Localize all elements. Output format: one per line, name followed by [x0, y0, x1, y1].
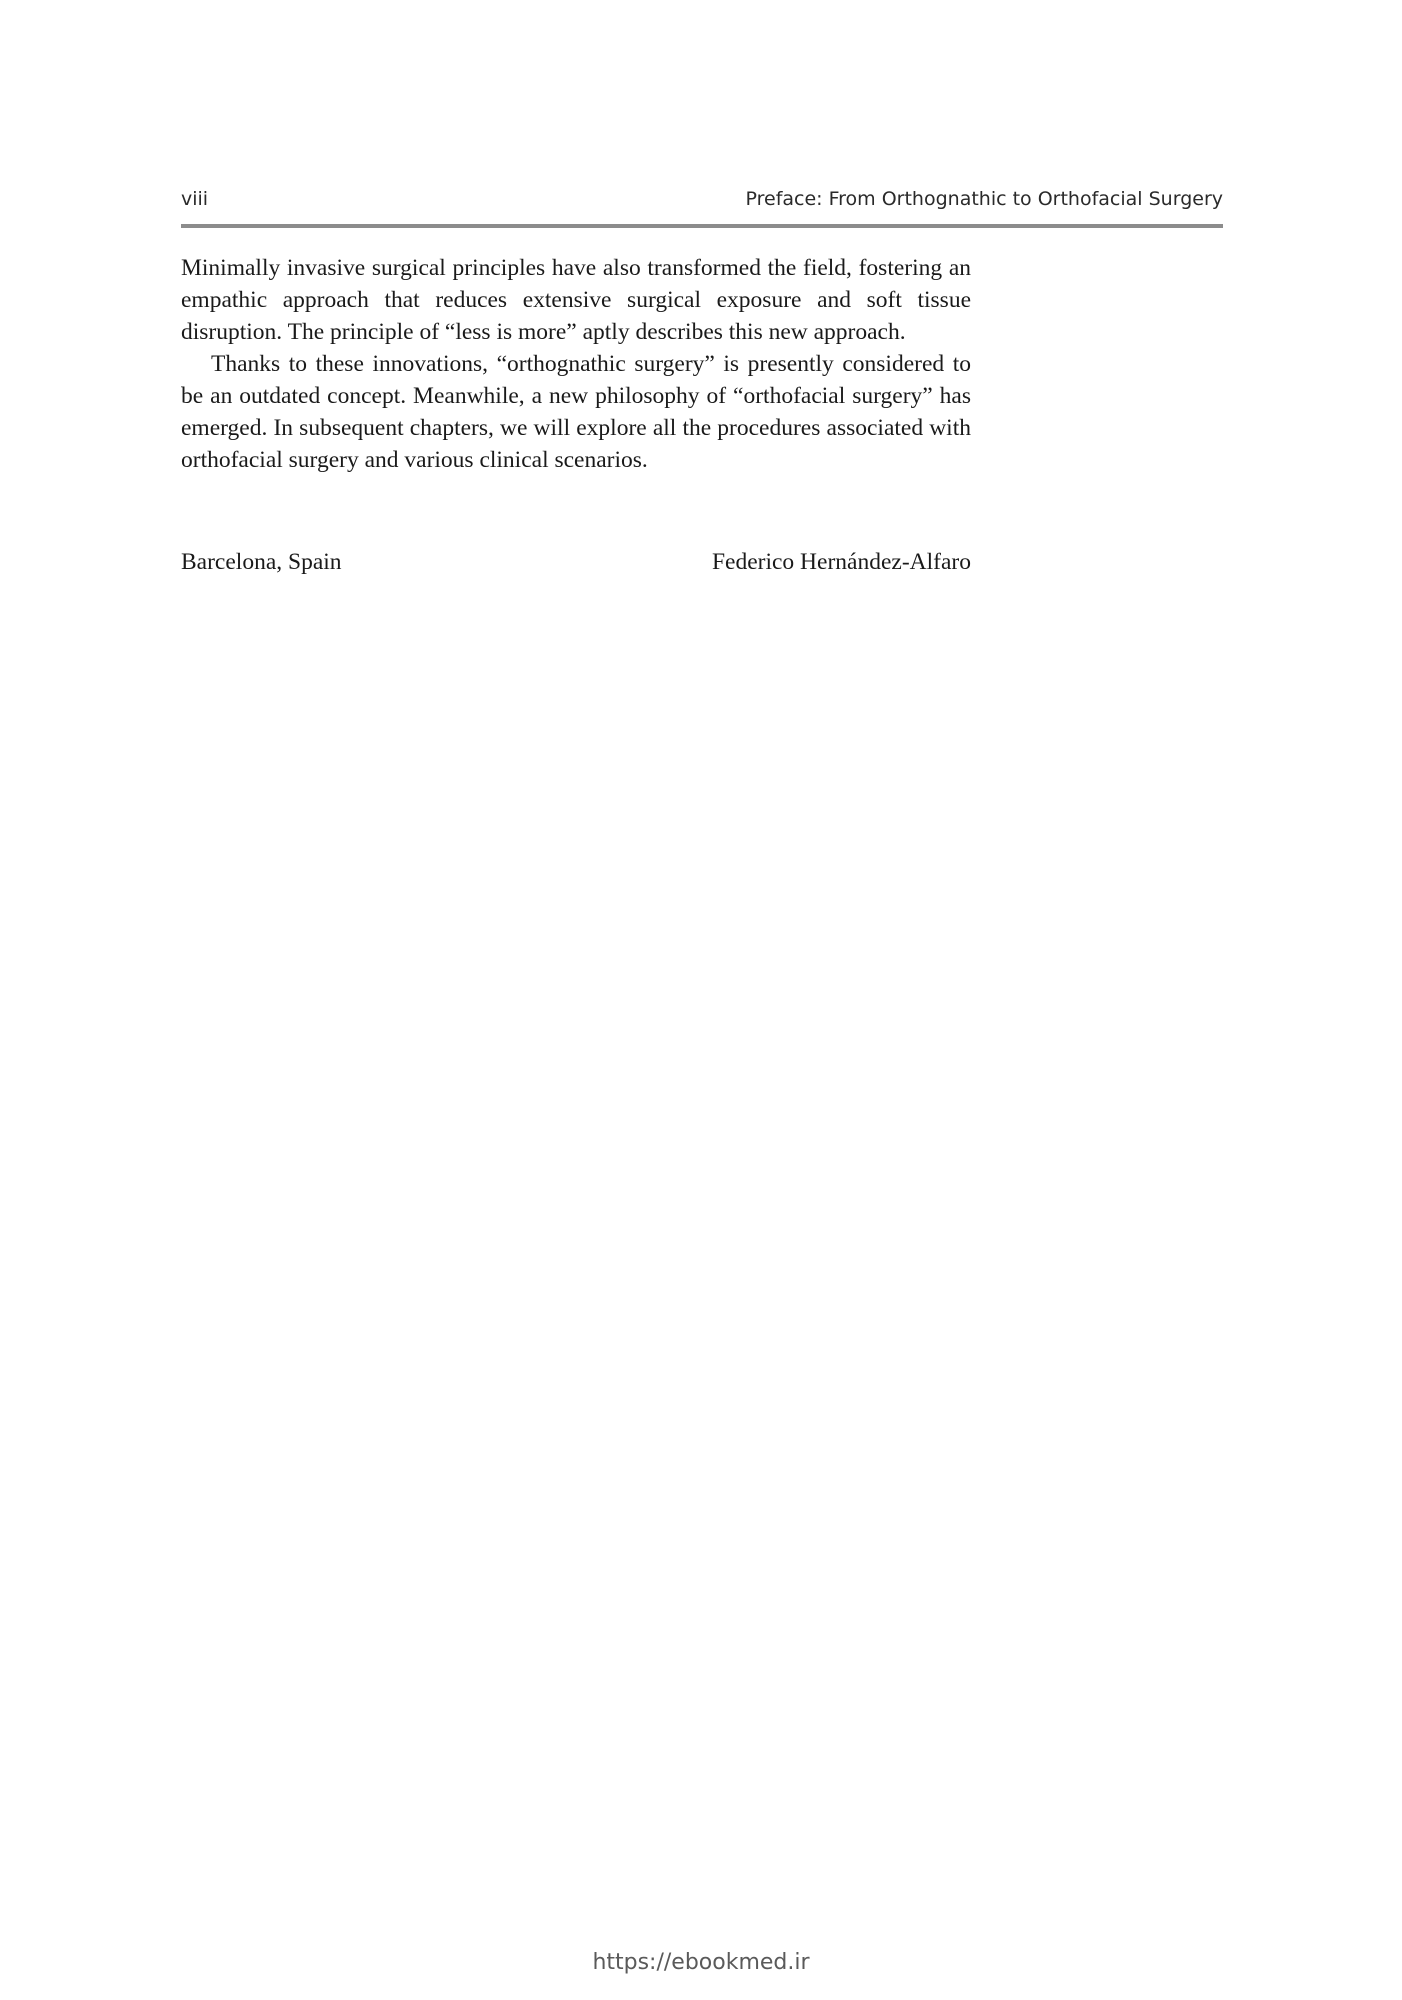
running-head	[181, 188, 1223, 220]
paragraph-2: Thanks to these innovations, “orthognathic surgery” is presently considered to be an outdated concept. Meanwhile, a new philosophy of “orthofacial surgery” has emerged. In subsequent chapters, we will explore all the procedures associated with orthofacial surgery and various clinical scenarios.	[181, 351, 971, 473]
paragraph-1: Minimally invasive surgical principles have also transformed the field, fostering an empathic approach that reduces extensive surgical exposure and soft tissue disruption. The principle of “less is more” aptly describes this new approach.	[181, 255, 971, 345]
page-number: viii	[181, 188, 209, 210]
signature-author: Federico Hernández-Alfaro	[711, 549, 971, 575]
running-title: Preface: From Orthognathic to Orthofacial Surgery	[745, 188, 1223, 210]
preface-body	[181, 252, 971, 476]
header-rule	[181, 224, 1223, 228]
signature-place: Barcelona, Spain	[181, 549, 342, 575]
footer-url[interactable]: https://ebookmed.ir	[592, 1950, 810, 1975]
signature-line	[181, 546, 971, 578]
